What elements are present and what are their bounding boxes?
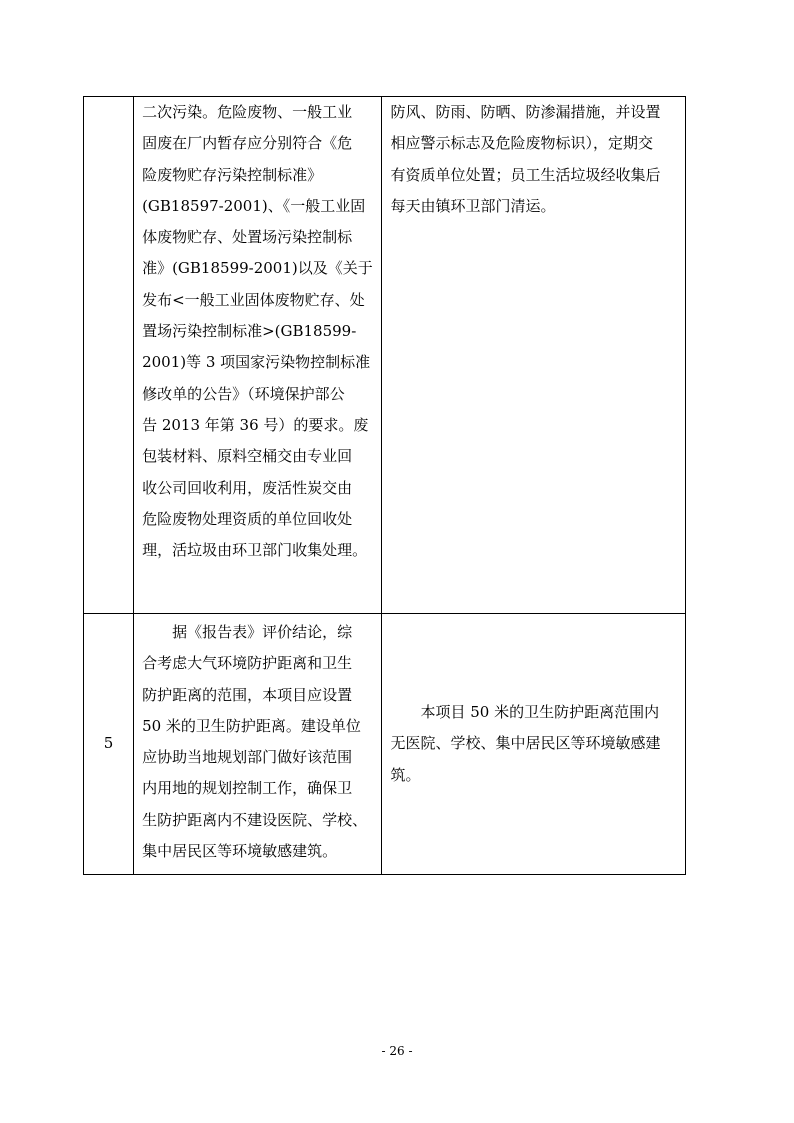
text-line: (GB18597-2001)、《一般工业固: [142, 196, 366, 215]
item-number-cell: 5: [84, 614, 134, 875]
requirement-text: [142, 97, 375, 566]
text-line: 告 2013 年第 36 号）的要求。废: [142, 415, 369, 434]
text-line: 发布<一般工业固体废物贮存、处: [142, 290, 365, 309]
text-line: 应协助当地规划部门做好该范围: [142, 748, 353, 767]
text-line: 理，活垃圾由环卫部门收集处理。: [142, 541, 368, 560]
text-line: 集中居民区等环境敏感建筑。: [142, 842, 338, 861]
requirement-cell: [134, 97, 382, 614]
implementation-cell: [382, 97, 686, 614]
text-line: 准》(GB18599-2001)以及《关于: [142, 259, 373, 278]
text-line: 无医院、学校、集中居民区等环境敏感建: [390, 734, 661, 753]
text-line: 50 米的卫生防护距离。建设单位: [142, 716, 361, 735]
implementation-text: [390, 97, 679, 222]
text-line: 本项目 50 米的卫生防护距离范围内: [420, 703, 660, 722]
text-line: 有资质单位处置；员工生活垃圾经收集后: [390, 165, 661, 184]
text-line: 体废物贮存、处置场污染控制标: [142, 228, 353, 247]
item-number-cell: [84, 97, 134, 614]
text-line: 每天由镇环卫部门清运。: [390, 196, 556, 215]
text-line: 合考虑大气环境防护距离和卫生: [142, 654, 353, 673]
text-line: 生防护距离内不建设医院、学校、: [142, 810, 368, 829]
text-line: 相应警示标志及危险废物标识），定期交: [390, 134, 653, 153]
text-line: 内用地的规划控制工作，确保卫: [142, 779, 353, 798]
page-number: - 26 -: [381, 1044, 413, 1058]
table-row: [84, 97, 686, 614]
text-line: 筑。: [390, 765, 421, 784]
text-line: 收公司回收利用，废活性炭交由: [142, 478, 353, 497]
requirement-text: [142, 617, 375, 867]
compliance-table: [83, 96, 686, 875]
text-line: 修改单的公告》（环境保护部公: [142, 384, 345, 403]
text-line: 包装材料、原料空桶交由专业回: [142, 447, 353, 466]
text-line: 固废在厂内暂存应分别符合《危: [142, 134, 353, 153]
implementation-cell: [382, 614, 686, 875]
text-line: 据《报告表》评价结论，综: [172, 623, 353, 641]
implementation-text: [390, 697, 679, 791]
text-line: 防风、防雨、防晒、防渗漏措施，并设置: [390, 103, 661, 121]
text-line: 二次污染。危险废物、一般工业: [142, 103, 353, 121]
requirement-cell: [134, 614, 382, 875]
table-row: [84, 614, 686, 875]
text-line: 险废物贮存污染控制标准》: [142, 165, 323, 184]
text-line: 置场污染控制标准>(GB18599-: [142, 322, 357, 341]
text-line: 2001)等 3 项国家污染物控制标准: [142, 353, 371, 372]
text-line: 防护距离的范围，本项目应设置: [142, 685, 353, 704]
text-line: 危险废物处理资质的单位回收处: [142, 509, 353, 528]
